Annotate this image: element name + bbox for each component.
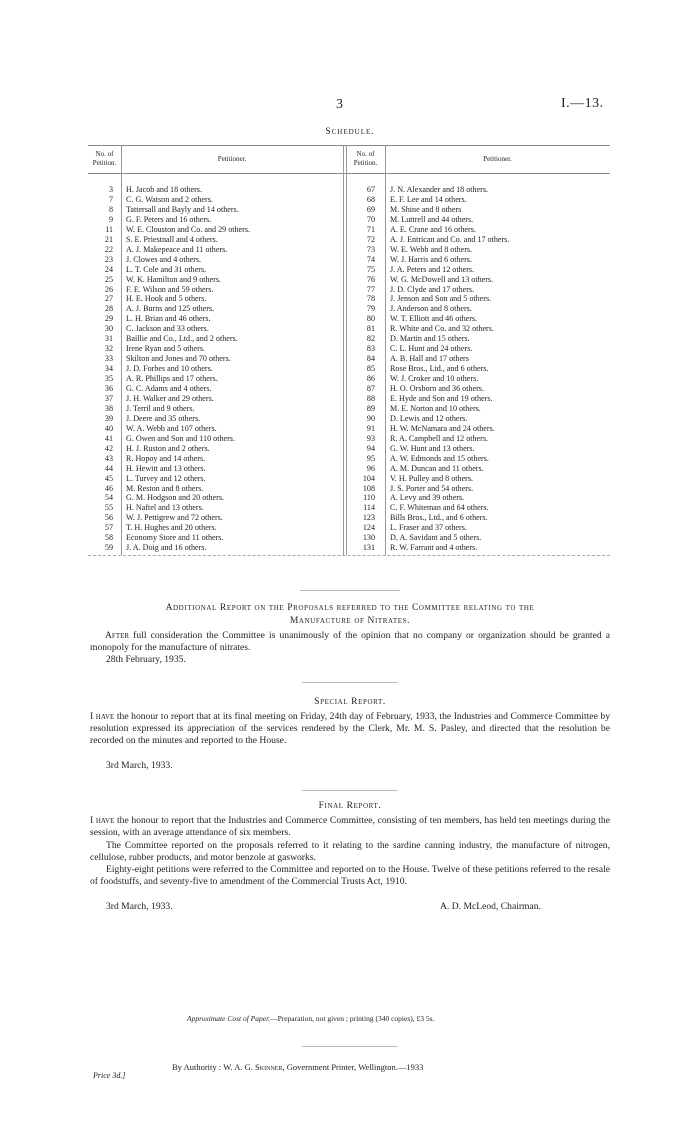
petition-number: 39 [104, 413, 113, 423]
price: Price 3d.] [93, 1071, 126, 1080]
petition-number: 88 [366, 393, 375, 403]
petition-number: 89 [366, 403, 375, 413]
petitioner-name: G. Owen and Son and 110 others. [126, 433, 235, 443]
petition-number: 93 [366, 433, 375, 443]
petition-number: 37 [104, 393, 113, 403]
petition-number: 108 [362, 483, 375, 493]
petitioner-name: W. E. Webb and 8 others. [390, 244, 473, 254]
column-header-petitioner: Petitioner. [217, 155, 247, 163]
petitioner-name: J. N. Alexander and 18 others. [390, 185, 489, 194]
petitioner-name: L. Fraser and 37 others. [390, 523, 467, 533]
section-divider [302, 790, 398, 791]
petition-number: 28 [104, 304, 113, 314]
petitioner-name: Baillie and Co., Ltd., and 2 others. [126, 334, 238, 344]
petitioner-name: W. G. McDowell and 13 others. [390, 274, 494, 284]
petitioner-name: V. H. Pulley and 8 others. [390, 473, 474, 483]
petition-number: 25 [104, 274, 113, 284]
petitioner-name: G. C. Adams and 4 others. [126, 384, 212, 393]
petitioner-name: Irene Ryan and 5 others. [126, 344, 206, 354]
section-divider [300, 590, 400, 591]
petitioner-name: J. H. Walker and 29 others. [126, 393, 214, 403]
petition-number: 73 [366, 244, 375, 254]
header-bottom-rule [88, 173, 610, 174]
petition-number: 59 [104, 543, 113, 553]
petition-number: 38 [104, 403, 113, 413]
petitioner-name: H. Naftel and 13 others. [126, 503, 204, 513]
petition-number: 94 [366, 443, 375, 453]
table-bottom-rule [88, 555, 610, 556]
petitioner-name: M. E. Norton and 10 others. [390, 403, 481, 413]
petitioner-name: J. Deere and 35 others. [126, 413, 201, 423]
body-text: the honour to report that at its final meeting on Friday, 24th day of February, 1933, the Industries and Commerce Committee by resolution expressed its appreciation of the services rendered by the Clerk, Mr. M. S. Pasley, and directed that the resolution be recorded on the minutes and reported to the House. [90, 711, 610, 746]
petition-number: 131 [362, 543, 375, 553]
petitioner-name: A. J. Entrican and Co. and 17 others. [390, 234, 510, 244]
petitioner-name: R. White and Co. and 32 others. [390, 324, 494, 334]
petition-number: 46 [104, 483, 113, 493]
col-divider-left [121, 145, 122, 555]
petitioner-name: Bills Bros., Ltd., and 6 others. [390, 513, 488, 523]
petitioner-name: J. Clowes and 4 others. [126, 254, 202, 264]
petitioner-name: D. A. Savidant and 5 others. [390, 533, 482, 543]
petitioner-name: H. O. Orsborn and 36 others. [390, 384, 484, 393]
petition-number: 31 [104, 334, 113, 344]
petitioner-name: J. S. Porter and 54 others. [390, 483, 474, 493]
petition-number: 22 [104, 244, 113, 254]
petitioner-name: J. Anderson and 8 others. [390, 304, 472, 314]
final-report-title: Final Report. [318, 801, 382, 811]
petitioner-name: A. J. Makepeace and 11 others. [126, 244, 228, 254]
petitioner-name: T. H. Hughes and 20 others. [126, 523, 217, 533]
petition-number: 7 [108, 194, 113, 204]
petitioner-name: Tattersall and Bayly and 14 others. [126, 204, 239, 214]
petition-number: 80 [366, 314, 375, 324]
petition-number: 124 [362, 523, 375, 533]
final-report-paragraph-3: Eighty-eight petitions were referred to the Committee and reported on to the House. Twelve of these petitions referred to the resale of foodstuffs, and seventy-five to amendment of the Commercial Trusts Act, 1910. [90, 864, 610, 887]
petitioner-name: G. W. Hunt and 13 others. [390, 443, 475, 453]
footer-divider [302, 1046, 398, 1047]
petition-number: 24 [104, 264, 113, 274]
petitioner-name: L. H. Brian and 46 others. [126, 314, 211, 324]
printer-authority [172, 1062, 423, 1072]
petitioner-name: R. W. Farrant and 4 others. [390, 543, 478, 553]
petitioner-name: W. J. Pettigrew and 72 others. [126, 513, 223, 523]
petition-number: 55 [104, 503, 113, 513]
petitioner-name: W. E. Clouston and Co. and 29 others. [126, 224, 251, 234]
petitioner-name: L. T. Cole and 31 others. [126, 264, 207, 274]
lead-word: I have [90, 815, 115, 826]
petition-number: 8 [108, 204, 113, 214]
petition-number: 114 [363, 503, 375, 513]
petition-number: 42 [104, 443, 113, 453]
petitioner-name: W. J. Harris and 6 others. [390, 254, 472, 264]
petition-number: 57 [104, 523, 113, 533]
petition-number: 58 [104, 533, 113, 543]
petitioner-name: W. A. Webb and 107 others. [126, 423, 217, 433]
petition-number: 11 [105, 224, 113, 234]
petition-number: 40 [104, 423, 113, 433]
petition-number: 45 [104, 473, 113, 483]
petitioner-name: J. D. Clyde and 17 others. [390, 284, 475, 294]
special-report-title: Special Report. [314, 697, 386, 707]
petition-number: 56 [104, 513, 113, 523]
special-report-date: 3rd March, 1933. [106, 760, 173, 771]
petitioner-name: W. T. Elliott and 46 others. [390, 314, 478, 324]
petitioner-name: D. Lewis and 12 others. [390, 413, 468, 423]
petitioner-name: C. L. Hunt and 24 others. [390, 344, 473, 354]
petitioner-name: H. E. Hook and 5 others. [126, 294, 207, 304]
additional-report-subtitle: Manufacture of Nitrates. [289, 616, 411, 626]
petition-number: 110 [363, 493, 375, 503]
column-header-petitioner-right: Petitioner. [483, 155, 512, 163]
petition-number: 43 [104, 453, 113, 463]
petition-number: 86 [366, 374, 375, 384]
petition-number: 95 [366, 453, 375, 463]
column-header-no-right: No. of Petition. [353, 150, 378, 167]
petitioner-name: D. Martin and 15 others. [390, 334, 470, 344]
additional-report-title: Additional Report on the Proposals referred to the Committee relating to the [165, 603, 535, 613]
petition-number: 85 [366, 364, 375, 374]
table-top-rule [88, 145, 610, 146]
petitioner-name: J. Jenson and Son and 5 others. [390, 294, 492, 304]
petition-number: 130 [362, 533, 375, 543]
petitioner-name: L. Turvey and 12 others. [126, 473, 206, 483]
petition-number: 77 [366, 284, 375, 294]
petition-number: 44 [104, 463, 113, 473]
petitioner-name: A. E. Crane and 16 others. [390, 224, 476, 234]
petitioner-name: H. J. Ruston and 2 others. [126, 443, 210, 453]
petitioner-name: C. G. Watson and 2 others. [126, 194, 213, 204]
petition-number: 71 [366, 224, 375, 234]
petition-number: 87 [366, 384, 375, 393]
lead-word: After [105, 630, 130, 641]
additional-report-body [90, 630, 610, 654]
petitioner-name: M. Reston and 8 others. [126, 483, 204, 493]
petition-number: 27 [104, 294, 113, 304]
final-report-date: 3rd March, 1933. [106, 901, 173, 912]
petition-number: 33 [104, 354, 113, 364]
petitioner-name: F. E. Wilson and 59 others. [126, 284, 214, 294]
lead-word: I have [90, 711, 115, 722]
petitioner-name: A. W. Edmonds and 15 others. [390, 453, 489, 463]
petitioner-name: Economy Store and 11 others. [126, 533, 224, 543]
body-text: full consideration the Committee is unanimously of the opinion that no company or organization should be granted a monopoly for the manufacture of nitrates. [90, 630, 610, 653]
petitioner-name: C. Jackson and 33 others. [126, 324, 209, 334]
petitioner-name: J. D. Forbes and 10 others. [126, 364, 213, 374]
petition-number: 123 [362, 513, 375, 523]
petition-number: 75 [366, 264, 375, 274]
petition-number: 74 [366, 254, 375, 264]
chairman-signature: A. D. McLeod, Chairman. [440, 901, 541, 912]
page-number: 3 [336, 97, 343, 112]
cost-of-paper [187, 1014, 434, 1023]
petition-number: 9 [108, 214, 113, 224]
petition-number: 104 [362, 473, 375, 483]
petitioner-name: A. R. Phillips and 17 others. [126, 374, 218, 384]
petition-number: 30 [104, 324, 113, 334]
petition-number: 69 [366, 204, 375, 214]
cost-label: Approximate Cost of Paper. [187, 1014, 271, 1023]
section-divider [302, 682, 398, 683]
petitioner-name: G. M. Hodgson and 20 others. [126, 493, 225, 503]
petition-number: 70 [366, 214, 375, 224]
petition-number: 67 [366, 185, 375, 194]
petitioner-name: H. Jacob and 18 others. [126, 185, 202, 194]
printer-name: W. A. G. Skinner [223, 1062, 283, 1072]
petitioner-name: Rose Bros., Ltd., and 6 others. [390, 364, 489, 374]
petitioner-name: A. J. Burns and 125 others. [126, 304, 215, 314]
petition-number: 72 [366, 234, 375, 244]
petition-number: 78 [366, 294, 375, 304]
petitioner-name: R. Hopoy and 14 others. [126, 453, 206, 463]
petition-number: 76 [366, 274, 375, 284]
petition-number: 79 [366, 304, 375, 314]
petitioner-name: H. W. McNamara and 24 others. [390, 423, 495, 433]
petitioner-name: J. A. Doig and 16 others. [126, 543, 207, 553]
petitioner-name: C. F. Whiteman and 64 others. [390, 503, 489, 513]
petition-number: 68 [366, 194, 375, 204]
petition-number: 83 [366, 344, 375, 354]
final-report-paragraph-1 [90, 815, 610, 839]
petition-number: 90 [366, 413, 375, 423]
authority-prefix: By Authority : [172, 1062, 224, 1072]
petitioner-name: E. Hyde and Son and 19 others. [390, 393, 493, 403]
petitioner-name: A. B. Hall and 17 others [390, 354, 469, 364]
petitioner-name: A. M. Duncan and 11 others. [390, 463, 484, 473]
petition-number: 36 [104, 384, 113, 393]
petitioner-name: E. F. Lee and 14 others. [390, 194, 467, 204]
cost-text: —Preparation, not given ; printing (340 copies), £3 5s. [270, 1014, 435, 1023]
petition-number: 21 [104, 234, 113, 244]
final-report-paragraph-2: The Committee reported on the proposals referred to it relating to the sardine canning industry, the manufacture of nitrogen, cellulose, rubber products, and motor benzole at gasworks. [90, 840, 610, 863]
column-header-no: No. of Petition. [92, 150, 117, 167]
petitioner-name: W. J. Croker and 10 others. [390, 374, 479, 384]
petitioner-name: H. Hewitt and 13 others. [126, 463, 206, 473]
petitioner-name: Skilton and Jones and 70 others. [126, 354, 231, 364]
petition-number: 84 [366, 354, 375, 364]
petition-number: 82 [366, 334, 375, 344]
petition-number: 96 [366, 463, 375, 473]
petition-number: 41 [104, 433, 113, 443]
col-divider-right [385, 145, 386, 555]
petitioner-name: M. Luttrell and 44 others. [390, 214, 474, 224]
col-divider-middle [343, 145, 344, 555]
petitioner-name: A. Levy and 39 others. [390, 493, 465, 503]
petitioner-name: G. F. Peters and 16 others. [126, 214, 212, 224]
petitioner-name: R. A. Campbell and 12 others. [390, 433, 489, 443]
petition-number: 35 [104, 374, 113, 384]
petition-number: 26 [104, 284, 113, 294]
document-reference: I.—13. [561, 96, 604, 111]
petition-number: 29 [104, 314, 113, 324]
additional-report-date: 28th February, 1935. [106, 654, 186, 665]
petition-number: 34 [104, 364, 113, 374]
authority-suffix: , Government Printer, Wellington.—1933 [282, 1062, 424, 1072]
petition-number: 32 [104, 344, 113, 354]
schedule-title: Schedule. [325, 127, 375, 137]
petition-number: 3 [108, 185, 113, 194]
body-text: the honour to report that the Industries and Commerce Committee, consisting of ten members, has held ten meetings during the session, with an average attendance of six members. [90, 815, 610, 838]
petitioner-name: W. K. Hamilton and 9 others. [126, 274, 222, 284]
petitioner-name: J. Terril and 9 others. [126, 403, 195, 413]
petition-number: 23 [104, 254, 113, 264]
petitioner-name: J. A. Peters and 12 others. [390, 264, 475, 274]
petitioner-name: M. Shine and 8 others [390, 204, 462, 214]
petition-number: 54 [104, 493, 113, 503]
petitioner-name: S. E. Priestnall and 4 others. [126, 234, 218, 244]
petition-number: 81 [366, 324, 375, 334]
special-report-body [90, 711, 610, 747]
petition-number: 91 [366, 423, 375, 433]
